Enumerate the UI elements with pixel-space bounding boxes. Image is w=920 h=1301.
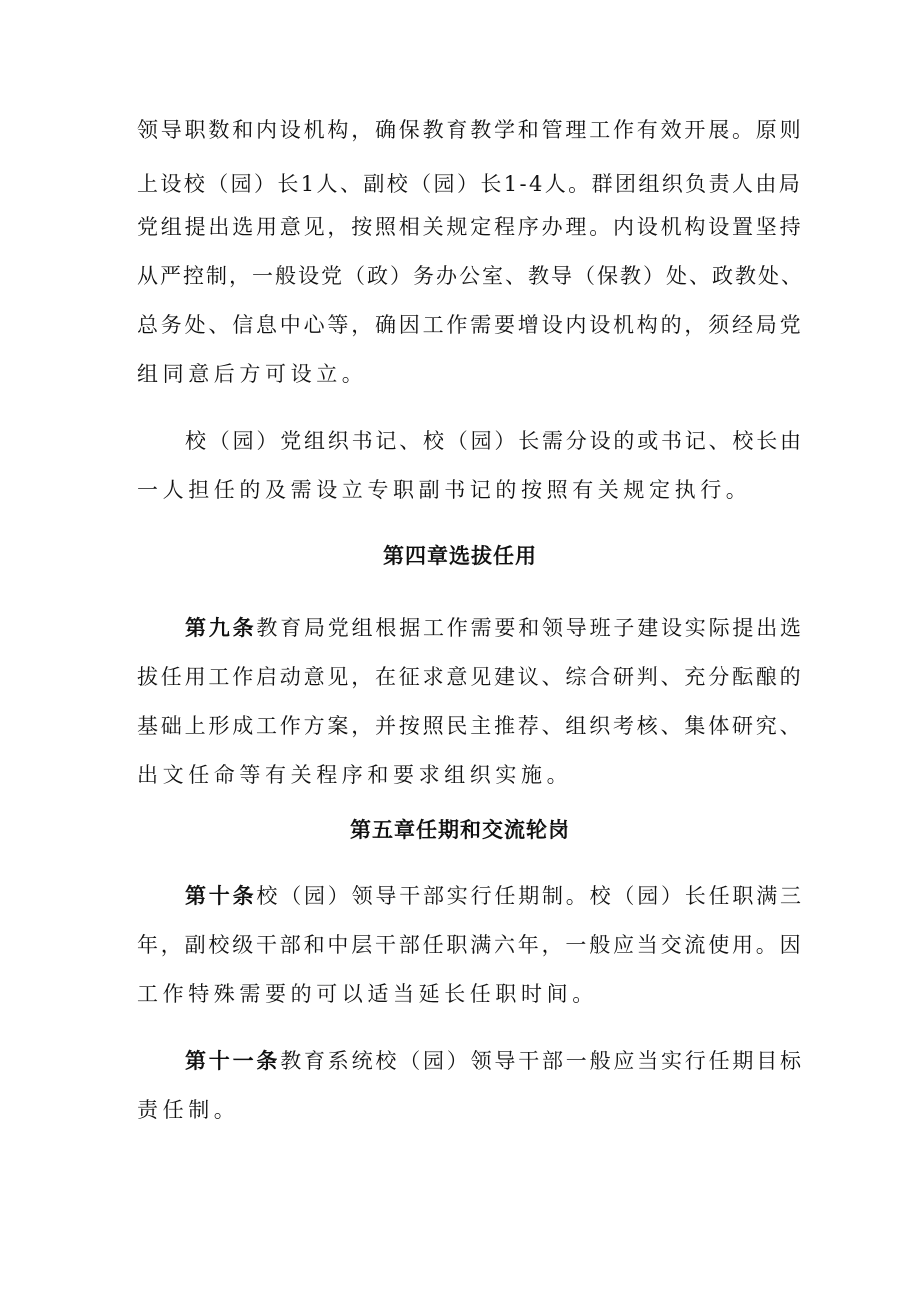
- paragraph-line: 从严控制，一般设党（政）务办公室、教导（保教）处、政教处、: [137, 264, 804, 288]
- paragraph-line: 校（园）党组织书记、校（园）长需分设的或书记、校长由: [185, 429, 804, 453]
- paragraph-line: 领导职数和内设机构，确保教育教学和管理工作有效开展。原则: [137, 118, 804, 142]
- paragraph-line: 责任制。: [137, 1098, 240, 1122]
- article-text: 教育系统校（园）领导干部一般应当实行任期目标: [280, 1049, 804, 1073]
- paragraph-line: 年，副校级干部和中层干部任职满六年，一般应当交流使用。因: [137, 933, 804, 957]
- article-text: 教育局党组根据工作需要和领导班子建设实际提出选: [256, 616, 804, 640]
- article-first-line: [185, 883, 804, 909]
- paragraph-line: 上设校（园）长1人、副校（园）长1-4人。群团组织负责人由局: [137, 172, 803, 196]
- article-label: 第九条: [185, 615, 257, 640]
- article-first-line: [185, 1048, 804, 1074]
- chapter-4-heading: 第四章选拔任用: [383, 544, 537, 568]
- article-first-line: [185, 615, 804, 641]
- paragraph-line: 一人担任的及需设立专职副书记的按照有关规定执行。: [137, 478, 752, 502]
- paragraph-line: 拔任用工作启动意见，在征求意见建议、综合研判、充分酝酿的: [137, 665, 804, 689]
- article-label: 第十条: [185, 883, 257, 908]
- article-text: 校（园）领导干部实行任期制。校（园）长任职满三: [256, 884, 804, 908]
- paragraph-line: 党组提出选用意见，按照相关规定程序办理。内设机构设置坚持: [137, 215, 804, 239]
- paragraph-line: 工作特殊需要的可以适当延长任职时间。: [137, 982, 598, 1006]
- paragraph-line: 总务处、信息中心等，确因工作需要增设内设机构的，须经局党: [137, 313, 804, 337]
- paragraph-line: 基础上形成工作方案，并按照民主推荐、组织考核、集体研究、: [137, 714, 804, 738]
- paragraph-line: 出文任命等有关程序和要求组织实施。: [137, 763, 573, 787]
- chapter-5-heading: 第五章任期和交流轮岗: [350, 818, 570, 842]
- paragraph-line: 组同意后方可设立。: [137, 362, 368, 386]
- article-label: 第十一条: [185, 1048, 281, 1073]
